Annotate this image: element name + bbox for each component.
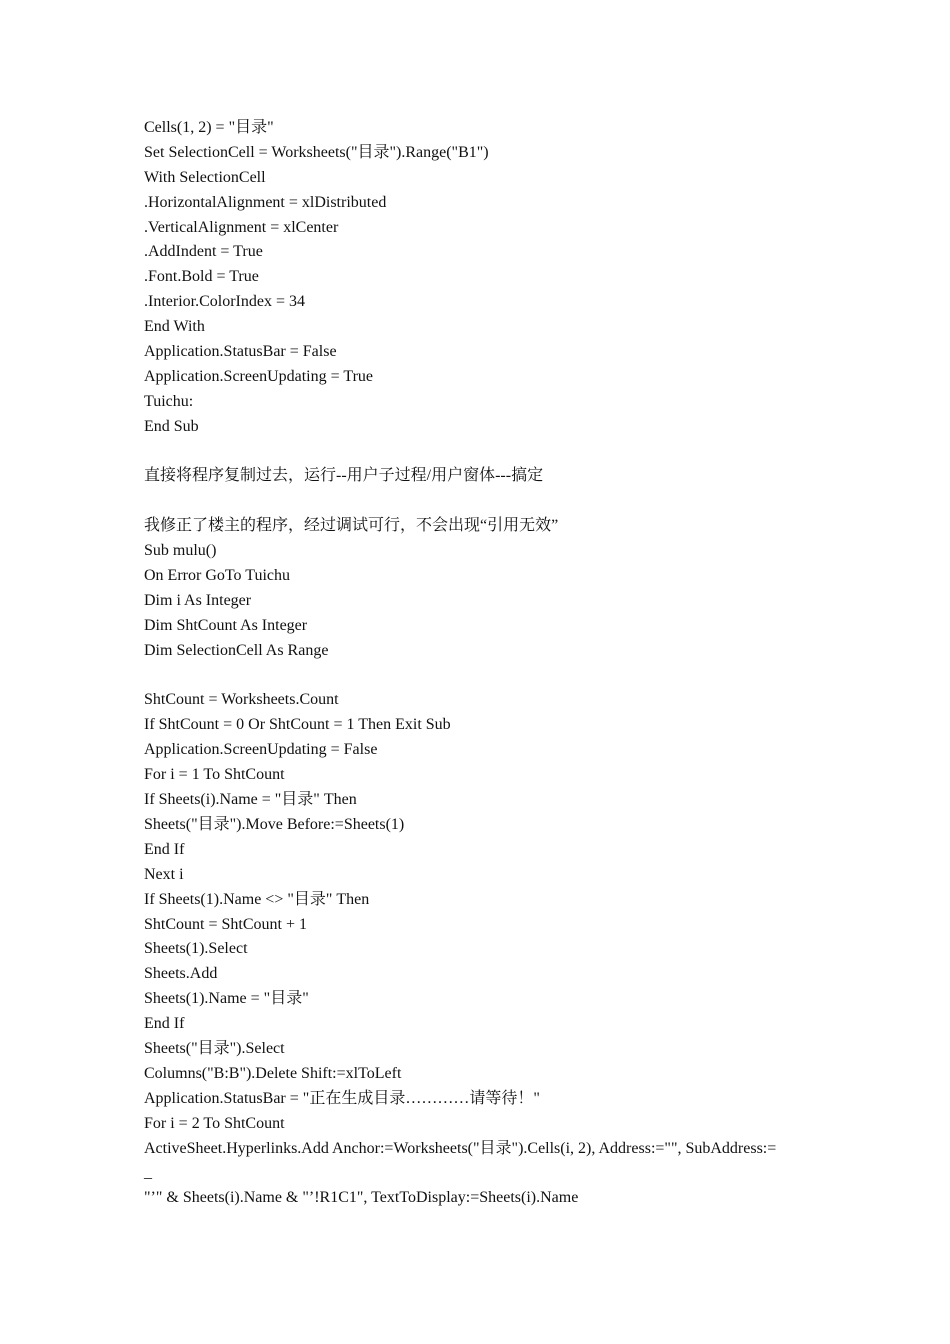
code-line: ActiveSheet.Hyperlinks.Add Anchor:=Worksheets("目录").Cells(i, 2), Address:="", SubAddress:=	[144, 1139, 777, 1157]
code-line: Sheets.Add	[144, 965, 218, 983]
code-line: Sheets(1).Name = "目录"	[144, 990, 309, 1008]
code-line: Sheets(1).Select	[144, 940, 248, 958]
code-line: With SelectionCell	[144, 168, 266, 186]
code-line: .HorizontalAlignment = xlDistributed	[144, 193, 387, 211]
code-line: .Interior.ColorIndex = 34	[144, 293, 305, 311]
code-line: For i = 1 To ShtCount	[144, 766, 285, 784]
code-line: Application.StatusBar = False	[144, 343, 337, 361]
code-listing	[144, 116, 824, 1211]
code-line: End If	[144, 840, 185, 858]
code-line: End Sub	[144, 417, 199, 435]
code-line: For i = 2 To ShtCount	[144, 1114, 285, 1132]
code-line: 直接将程序复制过去，运行--用户子过程/用户窗体---搞定	[144, 467, 544, 485]
code-line: Sub mulu()	[144, 542, 217, 560]
code-line: Cells(1, 2) = "目录"	[144, 119, 274, 136]
code-line: .VerticalAlignment = xlCenter	[144, 218, 339, 236]
blank-line	[144, 489, 824, 514]
code-line: .AddIndent = True	[144, 243, 263, 261]
code-line: Dim ShtCount As Integer	[144, 616, 308, 634]
code-line: ShtCount = Worksheets.Count	[144, 691, 339, 709]
code-line: End If	[144, 1015, 185, 1033]
code-line: Application.ScreenUpdating = True	[144, 367, 373, 385]
code-line: Dim SelectionCell As Range	[144, 641, 329, 659]
code-line: "’" & Sheets(i).Name & "’!R1C1", TextToDisplay:=Sheets(i).Name	[144, 1189, 579, 1207]
code-line: Dim i As Integer	[144, 591, 252, 609]
code-line: _	[144, 1164, 152, 1182]
code-line: Sheets("目录").Select	[144, 1039, 285, 1057]
code-line: ShtCount = ShtCount + 1	[144, 915, 307, 933]
code-line: Set SelectionCell = Worksheets("目录").Range("B1")	[144, 143, 489, 161]
blank-line	[144, 664, 824, 689]
code-line: Columns("B:B").Delete Shift:=xlToLeft	[144, 1064, 402, 1082]
code-line: If ShtCount = 0 Or ShtCount = 1 Then Exit Sub	[144, 716, 451, 734]
code-line: Sheets("目录").Move Before:=Sheets(1)	[144, 815, 405, 833]
code-line: Tuichu:	[144, 392, 194, 410]
code-line: Next i	[144, 865, 184, 883]
code-line: If Sheets(1).Name <> "目录" Then	[144, 890, 370, 908]
code-line: End With	[144, 318, 205, 336]
code-line: .Font.Bold = True	[144, 268, 259, 286]
code-line: On Error GoTo Tuichu	[144, 567, 290, 585]
code-line: Application.StatusBar = "正在生成目录…………请等待！"	[144, 1089, 540, 1107]
code-line: If Sheets(i).Name = "目录" Then	[144, 791, 357, 809]
code-line: Application.ScreenUpdating = False	[144, 741, 378, 759]
code-line: 我修正了楼主的程序，经过调试可行，不会出现“引用无效”	[144, 517, 559, 535]
blank-line	[144, 440, 824, 465]
